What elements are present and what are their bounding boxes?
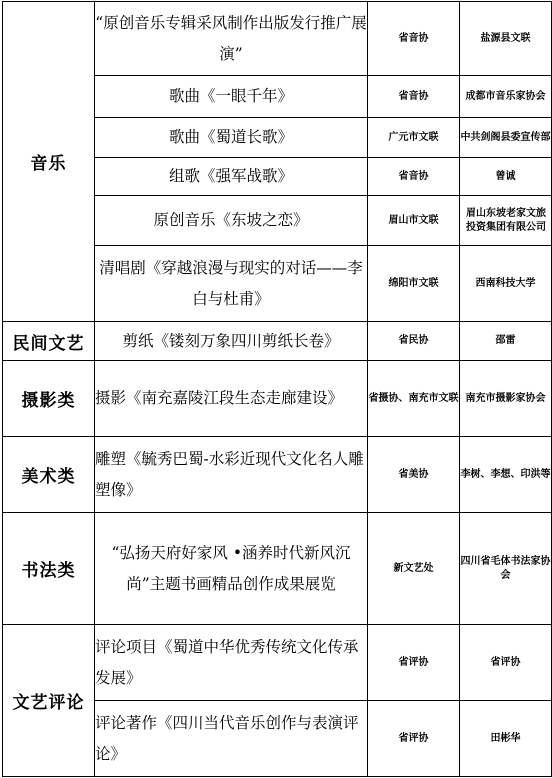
organizer-cell: 省评协 xyxy=(368,701,460,777)
unit-cell: 西南科技大学 xyxy=(460,246,552,322)
project-cell: 雕塑《毓秀巴蜀-水彩近现代文化名人雕塑像》 xyxy=(95,437,368,513)
category-cell: 文艺评论 xyxy=(3,625,95,777)
unit-cell: 眉山东坡老家文旅投资集团有限公司 xyxy=(460,196,552,246)
table-row xyxy=(3,322,552,361)
project-cell: “原创音乐专辑采风制作出版发行推广展演” xyxy=(95,2,368,76)
unit-cell: 曾诚 xyxy=(460,158,552,196)
table-row xyxy=(3,625,552,701)
table-row xyxy=(3,513,552,625)
organizer-cell: 新文艺处 xyxy=(368,513,460,625)
table-row xyxy=(3,2,552,76)
project-table xyxy=(2,1,552,777)
category-cell: 美术类 xyxy=(3,437,95,513)
organizer-cell: 绵阳市文联 xyxy=(368,246,460,322)
project-cell: 原创音乐《东坡之恋》 xyxy=(95,196,368,246)
unit-cell: 田彬华 xyxy=(460,701,552,777)
project-cell: 评论著作《四川当代音乐创作与表演评论》 xyxy=(95,701,368,777)
organizer-cell: 省音协 xyxy=(368,2,460,76)
project-cell: 歌曲《一眼千年》 xyxy=(95,76,368,118)
project-cell: 组歌《强军战歌》 xyxy=(95,158,368,196)
organizer-cell: 省评协 xyxy=(368,625,460,701)
project-cell: 评论项目《蜀道中华优秀传统文化传承发展》 xyxy=(95,625,368,701)
category-cell: 民间文艺 xyxy=(3,322,95,361)
project-cell: 摄影《南充嘉陵江段生态走廊建设》 xyxy=(95,361,368,437)
organizer-cell: 省音协 xyxy=(368,76,460,118)
unit-cell: 南充市摄影家协会 xyxy=(460,361,552,437)
unit-cell: 成都市音乐家协会 xyxy=(460,76,552,118)
unit-cell: 中共剑阁县委宣传部 xyxy=(460,118,552,158)
organizer-cell: 省民协 xyxy=(368,322,460,361)
project-cell: 清唱剧《穿越浪漫与现实的对话——李白与杜甫》 xyxy=(95,246,368,322)
unit-cell: 省评协 xyxy=(460,625,552,701)
unit-cell: 盐源县文联 xyxy=(460,2,552,76)
table-row xyxy=(3,437,552,513)
organizer-cell: 省音协 xyxy=(368,158,460,196)
organizer-cell: 广元市文联 xyxy=(368,118,460,158)
table-row xyxy=(3,361,552,437)
organizer-cell: 省摄协、南充市文联 xyxy=(368,361,460,437)
unit-cell: 四川省毛体书法家协会 xyxy=(460,513,552,625)
category-cell: 书法类 xyxy=(3,513,95,625)
project-cell: “弘扬天府好家风 •涵养时代新风沉尚”主题书画精品创作成果展览 xyxy=(95,513,368,625)
category-cell: 音乐 xyxy=(3,2,95,322)
organizer-cell: 省美协 xyxy=(368,437,460,513)
unit-cell: 李树、李想、印洪等 xyxy=(460,437,552,513)
project-cell: 剪纸《镂刻万象四川剪纸长卷》 xyxy=(95,322,368,361)
organizer-cell: 眉山市文联 xyxy=(368,196,460,246)
category-cell: 摄影类 xyxy=(3,361,95,437)
unit-cell: 邵雷 xyxy=(460,322,552,361)
project-cell: 歌曲《蜀道长歌》 xyxy=(95,118,368,158)
